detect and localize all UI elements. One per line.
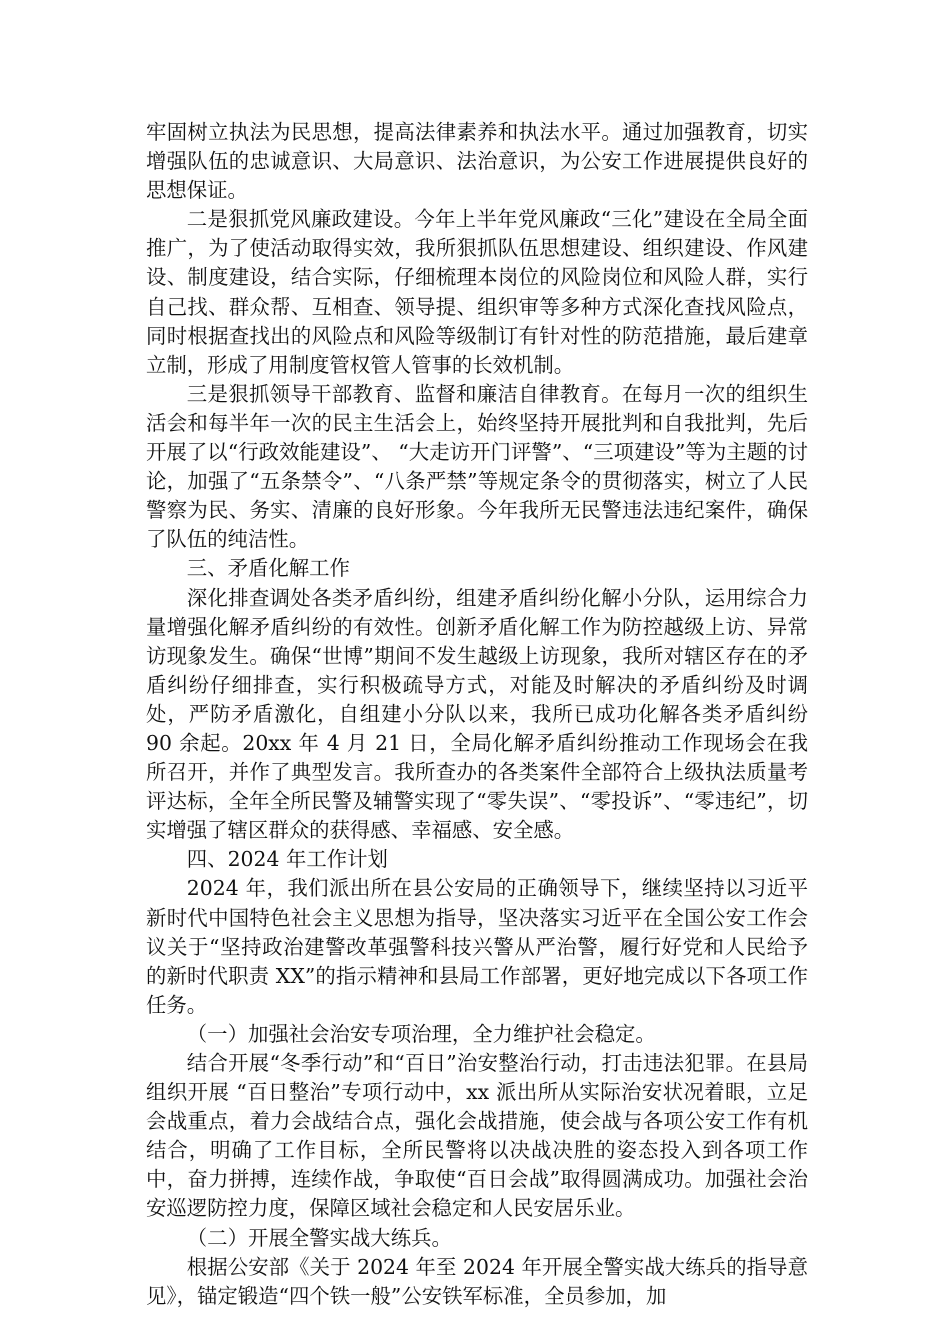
paragraph-4: 深化排查调处各类矛盾纠纷，组建矛盾纠纷化解小分队，运用综合力量增强化解矛盾纠纷的有效性。创新矛盾化解工作为防控越级上访、异常访现象发生。确保“世博”期间不发生越级上访现象，我所对辖区存在的矛盾纠纷仔细排查，实行积极疏导方式，对能及时解决的矛盾纠纷及时调处，严防矛盾激化，自组建小分队以来，我所已成功化解各类矛盾纠纷 90 余起。20xx 年 4 月 21 日，全局化解矛盾纠纷推动工作现场会在我所召开，并作了典型发言。我所查办的各类案件全部符合上级执法质量考评达标，全年全所民警及辅警实现了“零失误”、“零投诉”、“零违纪”，切实增强了辖区群众的获得感、幸福感、安全感。: [146, 585, 808, 843]
document-page: [146, 118, 808, 1311]
paragraph-7: 根据公安部《关于 2024 年至 2024 年开展全警实战大练兵的指导意见》，锚定锻造“四个铁一般”公安铁军标准，全员参加，加: [146, 1254, 808, 1308]
section-heading-3: 三、矛盾化解工作: [186, 556, 350, 581]
subsection-heading-2: （二）开展全警实战大练兵。: [186, 1225, 452, 1250]
paragraph-2: 二是狠抓党风廉政建设。今年上半年党风廉政“三化”建设在全局全面推广，为了使活动取得实效，我所狠抓队伍思想建设、组织建设、作风建设、制度建设，结合实际，仔细梳理本岗位的风险岗位和风险人群，实行自己找、群众帮、互相查、领导提、组织审等多种方式深化查找风险点，同时根据查找出的风险点和风险等级制订有针对性的防范措施，最后建章立制，形成了用制度管权管人管事的长效机制。: [146, 207, 808, 377]
paragraph-6: 结合开展“冬季行动”和“百日”治安整治行动，打击违法犯罪。在县局组织开展 “百日整治”专项行动中，xx 派出所从实际治安状况着眼，立足会战重点，着力会战结合点，强化会战措施，使会战与各项公安工作有机结合，明确了工作目标，全所民警将以决战决胜的姿态投入到各项工作中，奋力拼搏，连续作战，争取使“百日会战”取得圆满成功。加强社会治安巡逻防控力度，保障区域社会稳定和人民安居乐业。: [146, 1051, 808, 1221]
paragraph-3: 三是狠抓领导干部教育、监督和廉洁自律教育。在每月一次的组织生活会和每半年一次的民主生活会上，始终坚持开展批判和自我批判，先后开展了以“行政效能建设”、 “大走访开门评警”、“三项建设”等为主题的讨论，加强了“五条禁令”、“八条严禁”等规定条令的贯彻落实，树立了人民警察为民、务实、清廉的良好形象。今年我所无民警违法违纪案件，确保了队伍的纯洁性。: [146, 381, 808, 552]
paragraph-1: 牢固树立执法为民思想，提高法律素养和执法水平。通过加强教育，切实增强队伍的忠诚意识、大局意识、法治意识，为公安工作进展提供良好的思想保证。: [146, 120, 808, 203]
section-heading-4: 四、2024 年工作计划: [186, 847, 388, 872]
paragraph-5: 2024 年，我们派出所在县公安局的正确领导下，继续坚持以习近平新时代中国特色社会主义思想为指导，坚决落实习近平在全国公安工作会议关于“坚持政治建警改革强警科技兴警从严治警，履行好党和人民给予的新时代职责 XX”的指示精神和县局工作部署，更好地完成以下各项工作任务。: [146, 876, 808, 1017]
subsection-heading-1: （一）加强社会治安专项治理，全力维护社会稳定。: [186, 1021, 656, 1046]
